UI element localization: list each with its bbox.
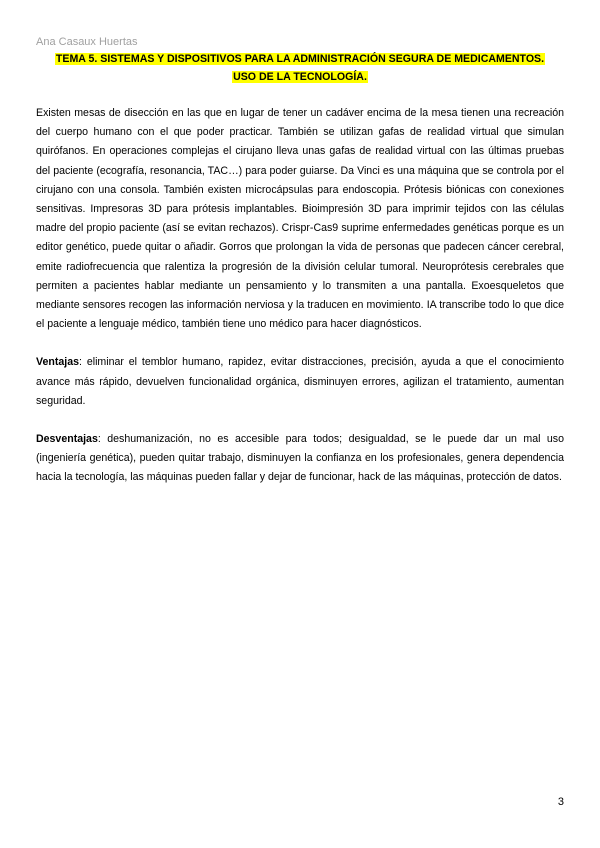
- page-number: 3: [557, 796, 564, 808]
- header-author: Ana Casaux Huertas: [36, 36, 138, 48]
- title-line-2: USO DE LA TECNOLOGÍA.: [233, 71, 367, 83]
- intro-paragraph: Existen mesas de disección en las que en lugar de tener un cadáver encima de la mesa tienen una recreación del cuerpo humano con el que poder practicar. También se utilizan gafas de realidad virtual que simulan quirófanos. En operaciones complejas el cirujano lleva unas gafas de realidad virtual con las últimas pruebas del paciente (ecografía, resonancia, TAC…) para poder guiarse. Da Vinci es una máquina que se controla por el cirujano con una consola. También existen microcápsulas para endoscopia. Prótesis biónicas con conexiones sensitivas. Impresoras 3D para prótesis implantables. Bioimpresión 3D para imprimir tejidos con las células madre del propio paciente (así se evitan rechazos). Crispr-Cas9 suprime enfermedades genéticas porque es un editor genético, puede quitar o añadir. Gorros que prolongan la vida de personas que padecen cáncer cerebral, emite radiofrecuencia que ralentiza la progresión de la división celular tumoral. Neuroprótesis cerebrales que permiten a pacientes hablar mediante un pensamiento y lo transmiten a una pantalla. Exoesqueletos que mediante sensores recogen las información nerviosa y la traducen en movimiento. IA transcribe todo lo que dice el paciente a lenguaje médico, también tiene uno médico para hacer diagnósticos.: [36, 107, 564, 331]
- document-body: [36, 104, 564, 507]
- title-line-1: TEMA 5. SISTEMAS Y DISPOSITIVOS PARA LA ADMINISTRACIÓN SEGURA DE MEDICAMENTOS.: [55, 53, 545, 65]
- page-title: [36, 50, 564, 86]
- desventajas-text: : deshumanización, no es accesible para todos; desigualdad, se le puede dar un mal uso (ingeniería genética), pueden quitar trabajo, disminuyen la confianza en los profesionales, genera dependencia hacia la tecnología, las máquinas pueden fallar y dejar de funcionar, hack de las máquinas, protección de datos.: [36, 433, 564, 484]
- desventajas-label: Desventajas: [36, 433, 98, 446]
- ventajas-label: Ventajas: [36, 356, 79, 369]
- desventajas-paragraph: [36, 430, 564, 488]
- ventajas-paragraph: [36, 353, 564, 411]
- ventajas-text: : eliminar el temblor humano, rapidez, evitar distracciones, precisión, ayuda a que el conocimiento avance más rápido, devuelven funcionalidad orgánica, disminuyen errores, agilizan el tratamiento, aumentan seguridad.: [36, 356, 564, 407]
